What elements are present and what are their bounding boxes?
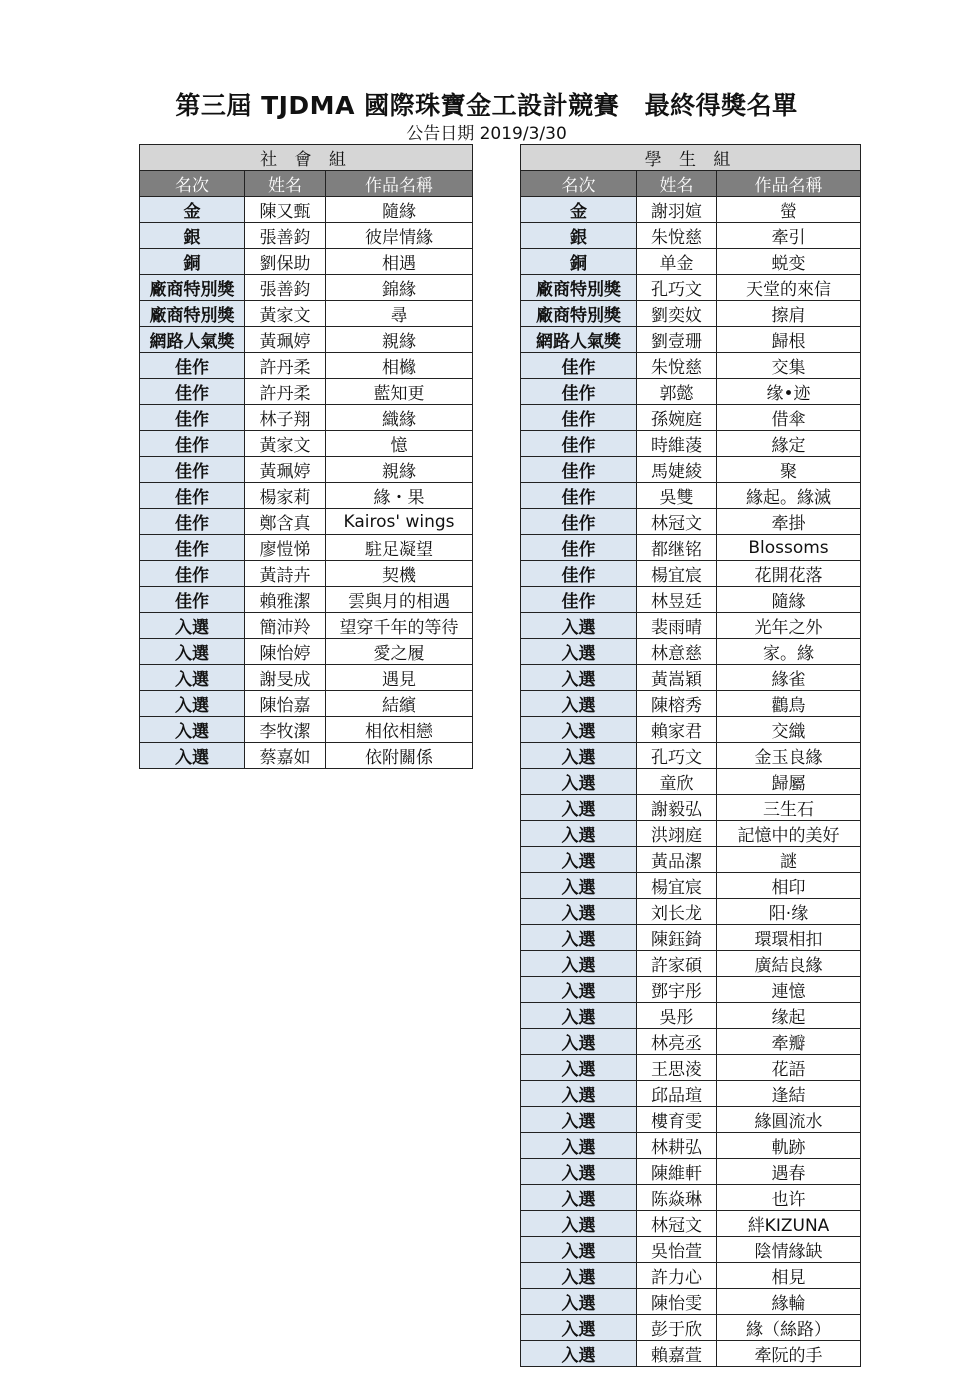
table-row (521, 925, 861, 951)
name-cell: 彭于欣 (637, 1315, 717, 1341)
rank-cell: 入選 (521, 769, 637, 795)
rank-cell: 佳作 (140, 587, 245, 613)
name-cell: 謝毅弘 (637, 795, 717, 821)
name-cell: 許家碩 (637, 951, 717, 977)
name-cell: 刘长龙 (637, 899, 717, 925)
rank-cell: 入選 (140, 743, 245, 769)
column-header-rank: 名次 (140, 171, 245, 197)
name-cell: 吳怡萱 (637, 1237, 717, 1263)
work-title-cell: 絆KIZUNA (717, 1211, 861, 1237)
table-row (140, 301, 473, 327)
table-row (140, 353, 473, 379)
work-title-cell: 契機 (326, 561, 473, 587)
work-title-cell: 相遇 (326, 249, 473, 275)
table-row (521, 1263, 861, 1289)
name-cell: 廖愷悌 (245, 535, 326, 561)
group-title-society: 社 會 組 (140, 145, 473, 171)
work-title-cell: 緣起。緣滅 (717, 483, 861, 509)
work-title-cell: 遇春 (717, 1159, 861, 1185)
name-cell: 許力心 (637, 1263, 717, 1289)
table-row (140, 535, 473, 561)
table-row (140, 561, 473, 587)
table-row (140, 223, 473, 249)
table-row (140, 379, 473, 405)
rank-cell: 入選 (521, 717, 637, 743)
work-title-cell: 擦肩 (717, 301, 861, 327)
name-cell: 李牧潔 (245, 717, 326, 743)
rank-cell: 入選 (521, 1159, 637, 1185)
table-row (521, 301, 861, 327)
name-cell: 王思淩 (637, 1055, 717, 1081)
rank-cell: 入選 (521, 1237, 637, 1263)
table-row (140, 327, 473, 353)
rank-cell: 入選 (521, 951, 637, 977)
work-title-cell: 三生石 (717, 795, 861, 821)
table-row (521, 1003, 861, 1029)
table-row (521, 873, 861, 899)
table-row (521, 743, 861, 769)
rank-cell: 佳作 (140, 353, 245, 379)
rank-cell: 入選 (521, 1003, 637, 1029)
name-cell: 裴雨晴 (637, 613, 717, 639)
page-title: 第三屆 TJDMA 國際珠寶金工設計競賽 最終得獎名單 (175, 91, 798, 120)
work-title-cell: Kairos' wings (326, 509, 473, 535)
rank-cell: 廠商特別獎 (140, 275, 245, 301)
rank-cell: 入選 (140, 665, 245, 691)
work-title-cell: 螢 (717, 197, 861, 223)
table-row (521, 223, 861, 249)
rank-cell: 入選 (521, 873, 637, 899)
work-title-cell: 隨緣 (326, 197, 473, 223)
rank-cell: 銀 (521, 223, 637, 249)
work-title-cell: 相櫞 (326, 353, 473, 379)
table-row (521, 613, 861, 639)
work-title-cell: 廣結良緣 (717, 951, 861, 977)
table-row (521, 821, 861, 847)
rank-cell: 佳作 (521, 457, 637, 483)
work-title-cell: 相見 (717, 1263, 861, 1289)
rank-cell: 入選 (521, 1315, 637, 1341)
name-cell: 黃家文 (245, 431, 326, 457)
society-table (139, 144, 473, 769)
work-title-cell: 聚 (717, 457, 861, 483)
name-cell: 陳又甄 (245, 197, 326, 223)
rank-cell: 入選 (521, 1289, 637, 1315)
work-title-cell: 謎 (717, 847, 861, 873)
table-row (140, 613, 473, 639)
name-cell: 馬婕綾 (637, 457, 717, 483)
work-title-cell: 緣輪 (717, 1289, 861, 1315)
rank-cell: 網路人氣獎 (140, 327, 245, 353)
work-title-cell: 天堂的來信 (717, 275, 861, 301)
rank-cell: 廠商特別獎 (521, 301, 637, 327)
work-title-cell: 藍知更 (326, 379, 473, 405)
rank-cell: 入選 (521, 821, 637, 847)
name-cell: 朱悅慈 (637, 223, 717, 249)
announce-date: 公告日期 2019/3/30 (406, 124, 567, 144)
name-cell: 時維蓤 (637, 431, 717, 457)
table-row (140, 483, 473, 509)
name-cell: 張善鈞 (245, 275, 326, 301)
name-cell: 邱品瑄 (637, 1081, 717, 1107)
rank-cell: 入選 (521, 1133, 637, 1159)
rank-cell: 佳作 (521, 431, 637, 457)
name-cell: 黃嵩穎 (637, 665, 717, 691)
table-row (521, 717, 861, 743)
name-cell: 黃家文 (245, 301, 326, 327)
table-row (521, 327, 861, 353)
name-cell: 林意慈 (637, 639, 717, 665)
rank-cell: 入選 (521, 743, 637, 769)
column-header-work: 作品名稱 (326, 171, 473, 197)
name-cell: 陳怡婷 (245, 639, 326, 665)
student-table (520, 144, 861, 1367)
rank-cell: 入選 (140, 613, 245, 639)
rank-cell: 網路人氣獎 (521, 327, 637, 353)
name-cell: 童欣 (637, 769, 717, 795)
table-row (140, 405, 473, 431)
rank-cell: 佳作 (521, 509, 637, 535)
table-row (521, 951, 861, 977)
rank-cell: 入選 (521, 665, 637, 691)
name-cell: 黃珮婷 (245, 327, 326, 353)
rank-cell: 佳作 (521, 483, 637, 509)
table-row (140, 587, 473, 613)
work-title-cell: 愛之履 (326, 639, 473, 665)
table-row (521, 1081, 861, 1107)
rank-cell: 入選 (140, 691, 245, 717)
work-title-cell: 緣定 (717, 431, 861, 457)
table-row (521, 1289, 861, 1315)
name-cell: 簡沛羚 (245, 613, 326, 639)
name-cell: 張善鈞 (245, 223, 326, 249)
rank-cell: 入選 (521, 1341, 637, 1367)
work-title-cell: 緣・果 (326, 483, 473, 509)
rank-cell: 佳作 (521, 379, 637, 405)
name-cell: 陈焱琳 (637, 1185, 717, 1211)
rank-cell: 入選 (140, 717, 245, 743)
work-title-cell: 緣圓流水 (717, 1107, 861, 1133)
name-cell: 楊家莉 (245, 483, 326, 509)
table-row (140, 197, 473, 223)
name-cell: 朱悅慈 (637, 353, 717, 379)
rank-cell: 入選 (521, 899, 637, 925)
name-cell: 林亮丞 (637, 1029, 717, 1055)
work-title-cell: 錦緣 (326, 275, 473, 301)
work-title-cell: 也许 (717, 1185, 861, 1211)
name-cell: 賴家君 (637, 717, 717, 743)
name-cell: 劉保助 (245, 249, 326, 275)
table-row (521, 769, 861, 795)
work-title-cell: 歸根 (717, 327, 861, 353)
name-cell: 洪翊庭 (637, 821, 717, 847)
table-row (140, 249, 473, 275)
rank-cell: 入選 (521, 691, 637, 717)
work-title-cell: 逢結 (717, 1081, 861, 1107)
name-cell: 陳榕秀 (637, 691, 717, 717)
table-row (140, 691, 473, 717)
group-title-student: 學 生 組 (521, 145, 861, 171)
rank-cell: 入選 (521, 1107, 637, 1133)
table-row (521, 1211, 861, 1237)
rank-cell: 入選 (521, 925, 637, 951)
work-title-cell: 織緣 (326, 405, 473, 431)
work-title-cell: 歸屬 (717, 769, 861, 795)
rank-cell: 金 (140, 197, 245, 223)
table-row (521, 249, 861, 275)
name-cell: 都继铭 (637, 535, 717, 561)
table-row (521, 353, 861, 379)
rank-cell: 入選 (521, 613, 637, 639)
name-cell: 樓育雯 (637, 1107, 717, 1133)
rank-cell: 入選 (521, 1029, 637, 1055)
rank-cell: 入選 (521, 1185, 637, 1211)
table-row (521, 1237, 861, 1263)
column-header-name: 姓名 (637, 171, 717, 197)
name-cell: 黃品潔 (637, 847, 717, 873)
name-cell: 劉奕妏 (637, 301, 717, 327)
name-cell: 鄧宇彤 (637, 977, 717, 1003)
name-cell: 吳彤 (637, 1003, 717, 1029)
work-title-cell: 記憶中的美好 (717, 821, 861, 847)
name-cell: 謝旻成 (245, 665, 326, 691)
work-title-cell: 相印 (717, 873, 861, 899)
work-title-cell: 交集 (717, 353, 861, 379)
table-row (140, 457, 473, 483)
name-cell: 劉壹珊 (637, 327, 717, 353)
work-title-cell: 相依相戀 (326, 717, 473, 743)
rank-cell: 入選 (521, 1081, 637, 1107)
column-header-work: 作品名稱 (717, 171, 861, 197)
table-row (521, 691, 861, 717)
work-title-cell: 鸛鳥 (717, 691, 861, 717)
table-row (521, 275, 861, 301)
work-title-cell: Blossoms (717, 535, 861, 561)
work-title-cell: 缘起 (717, 1003, 861, 1029)
rank-cell: 入選 (521, 977, 637, 1003)
name-cell: 許丹柔 (245, 353, 326, 379)
name-cell: 賴雅潔 (245, 587, 326, 613)
name-cell: 陳怡嘉 (245, 691, 326, 717)
table-row (521, 795, 861, 821)
name-cell: 鄭含真 (245, 509, 326, 535)
table-row (140, 639, 473, 665)
work-title-cell: 光年之外 (717, 613, 861, 639)
rank-cell: 佳作 (521, 405, 637, 431)
table-row (521, 1133, 861, 1159)
rank-cell: 佳作 (521, 353, 637, 379)
table-row (521, 197, 861, 223)
work-title-cell: 緣（絲路） (717, 1315, 861, 1341)
table-row (521, 899, 861, 925)
rank-cell: 佳作 (521, 561, 637, 587)
name-cell: 林昱廷 (637, 587, 717, 613)
rank-cell: 佳作 (521, 535, 637, 561)
table-row (521, 1107, 861, 1133)
work-title-cell: 尋 (326, 301, 473, 327)
table-row (140, 743, 473, 769)
rank-cell: 金 (521, 197, 637, 223)
rank-cell: 入選 (521, 1263, 637, 1289)
work-title-cell: 陰情緣缺 (717, 1237, 861, 1263)
name-cell: 林冠文 (637, 509, 717, 535)
work-title-cell: 親緣 (326, 327, 473, 353)
table-row (521, 1185, 861, 1211)
rank-cell: 佳作 (140, 405, 245, 431)
rank-cell: 入選 (521, 1211, 637, 1237)
rank-cell: 廠商特別獎 (521, 275, 637, 301)
name-cell: 林子翔 (245, 405, 326, 431)
name-cell: 陳怡雯 (637, 1289, 717, 1315)
table-row (521, 509, 861, 535)
work-title-cell: 遇見 (326, 665, 473, 691)
name-cell: 林耕弘 (637, 1133, 717, 1159)
name-cell: 陳鈺錡 (637, 925, 717, 951)
table-row (521, 1315, 861, 1341)
rank-cell: 入選 (140, 639, 245, 665)
name-cell: 吳雙 (637, 483, 717, 509)
table-row (521, 1159, 861, 1185)
name-cell: 孔巧文 (637, 275, 717, 301)
rank-cell: 佳作 (521, 587, 637, 613)
work-title-cell: 結繽 (326, 691, 473, 717)
rank-cell: 入選 (521, 1055, 637, 1081)
work-title-cell: 緣雀 (717, 665, 861, 691)
table-row (521, 639, 861, 665)
work-title-cell: 家。緣 (717, 639, 861, 665)
rank-cell: 佳作 (140, 457, 245, 483)
table-row (521, 405, 861, 431)
name-cell: 林冠文 (637, 1211, 717, 1237)
rank-cell: 銀 (140, 223, 245, 249)
rank-cell: 佳作 (140, 379, 245, 405)
work-title-cell: 阳·缘 (717, 899, 861, 925)
work-title-cell: 花開花落 (717, 561, 861, 587)
table-row (521, 535, 861, 561)
rank-cell: 入選 (521, 847, 637, 873)
work-title-cell: 牽引 (717, 223, 861, 249)
table-row (521, 1029, 861, 1055)
rank-cell: 佳作 (140, 509, 245, 535)
name-cell: 黃詩卉 (245, 561, 326, 587)
name-cell: 謝羽媗 (637, 197, 717, 223)
name-cell: 郭懿 (637, 379, 717, 405)
work-title-cell: 牽阮的手 (717, 1341, 861, 1367)
work-title-cell: 依附關係 (326, 743, 473, 769)
work-title-cell: 望穿千年的等待 (326, 613, 473, 639)
name-cell: 孔巧文 (637, 743, 717, 769)
table-row (140, 509, 473, 535)
table-row (521, 587, 861, 613)
table-row (521, 977, 861, 1003)
work-title-cell: 花語 (717, 1055, 861, 1081)
name-cell: 孫婉庭 (637, 405, 717, 431)
table-row (140, 275, 473, 301)
table-row (521, 379, 861, 405)
table-row (521, 1341, 861, 1367)
work-title-cell: 牽掛 (717, 509, 861, 535)
table-row (521, 847, 861, 873)
work-title-cell: 憶 (326, 431, 473, 457)
name-cell: 黃珮婷 (245, 457, 326, 483)
work-title-cell: 雲與月的相遇 (326, 587, 473, 613)
rank-cell: 佳作 (140, 561, 245, 587)
work-title-cell: 環環相扣 (717, 925, 861, 951)
table-row (140, 665, 473, 691)
rank-cell: 佳作 (140, 483, 245, 509)
name-cell: 許丹柔 (245, 379, 326, 405)
rank-cell: 佳作 (140, 431, 245, 457)
name-cell: 陳維軒 (637, 1159, 717, 1185)
work-title-cell: 缘•迹 (717, 379, 861, 405)
work-title-cell: 駐足凝望 (326, 535, 473, 561)
rank-cell: 銅 (521, 249, 637, 275)
rank-cell: 銅 (140, 249, 245, 275)
rank-cell: 廠商特別獎 (140, 301, 245, 327)
rank-cell: 入選 (521, 795, 637, 821)
name-cell: 賴嘉萱 (637, 1341, 717, 1367)
work-title-cell: 彼岸情緣 (326, 223, 473, 249)
work-title-cell: 交織 (717, 717, 861, 743)
table-row (521, 561, 861, 587)
work-title-cell: 軌跡 (717, 1133, 861, 1159)
table-row (521, 665, 861, 691)
column-header-name: 姓名 (245, 171, 326, 197)
name-cell: 单金 (637, 249, 717, 275)
rank-cell: 入選 (521, 639, 637, 665)
name-cell: 楊宜宸 (637, 873, 717, 899)
work-title-cell: 隨緣 (717, 587, 861, 613)
column-header-rank: 名次 (521, 171, 637, 197)
table-row (521, 1055, 861, 1081)
work-title-cell: 親緣 (326, 457, 473, 483)
table-row (140, 431, 473, 457)
work-title-cell: 蜕变 (717, 249, 861, 275)
rank-cell: 佳作 (140, 535, 245, 561)
work-title-cell: 牽瓣 (717, 1029, 861, 1055)
table-row (521, 483, 861, 509)
table-row (521, 431, 861, 457)
name-cell: 蔡嘉如 (245, 743, 326, 769)
work-title-cell: 連憶 (717, 977, 861, 1003)
name-cell: 楊宜宸 (637, 561, 717, 587)
table-row (521, 457, 861, 483)
work-title-cell: 金玉良緣 (717, 743, 861, 769)
table-row (140, 717, 473, 743)
work-title-cell: 借傘 (717, 405, 861, 431)
